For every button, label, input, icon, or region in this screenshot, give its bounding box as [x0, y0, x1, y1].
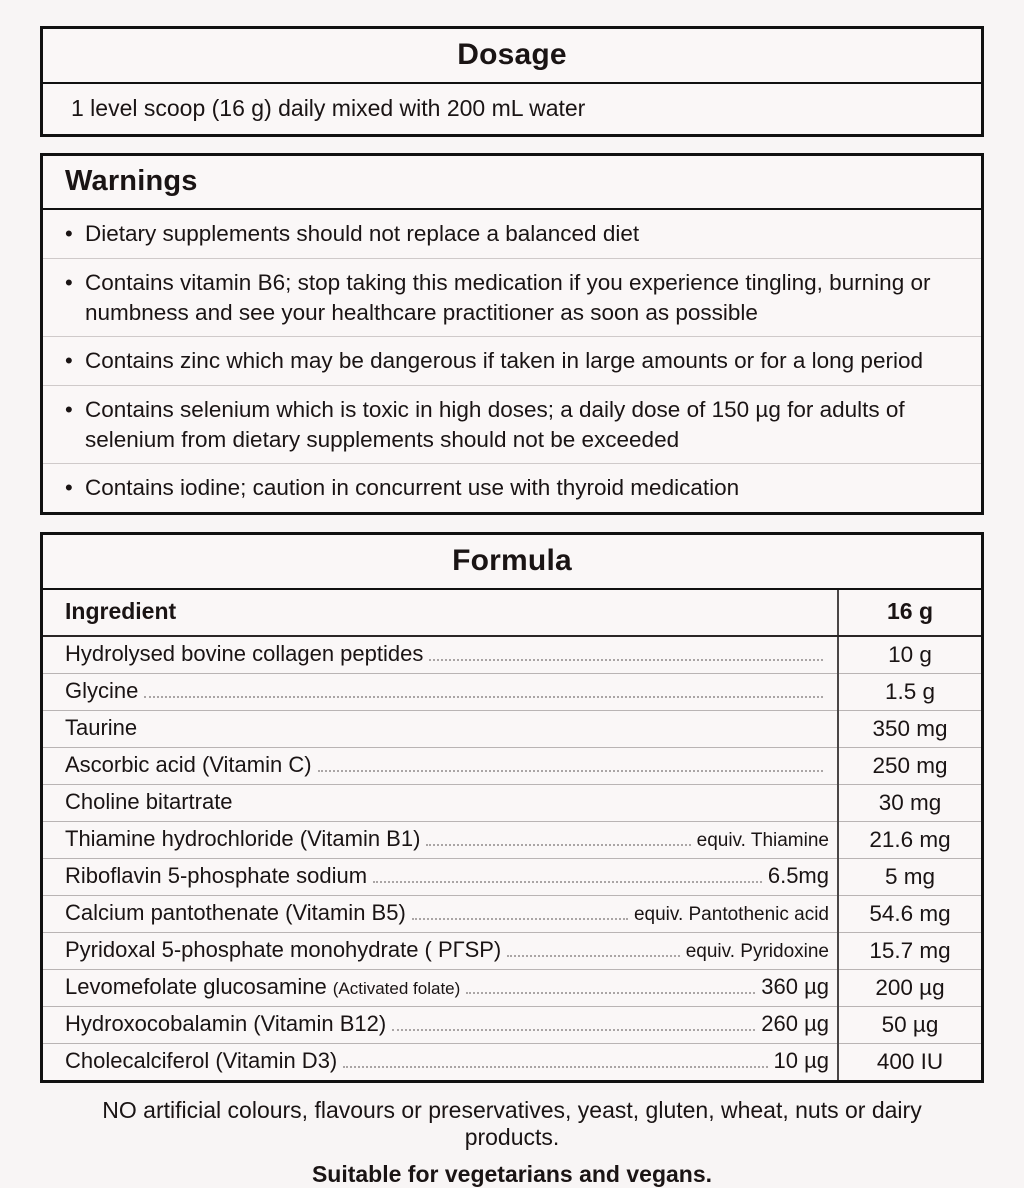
ingredient-cell [43, 673, 838, 710]
table-row [43, 858, 981, 895]
warning-text: Contains vitamin B6; stop taking this medication if you experience tingling, burning or numbness and see your healthcare practitioner as soon as possible [85, 269, 931, 325]
warning-text: Dietary supplements should not replace a balanced diet [85, 221, 640, 247]
ingredient-name: Glycine [65, 678, 139, 703]
table-row [43, 636, 981, 674]
warning-item [43, 464, 981, 512]
table-row [43, 821, 981, 858]
ingredient-name: Hydroxocobalamin (Vitamin B12) [65, 1011, 387, 1036]
dosage-title: Dosage [43, 29, 981, 84]
ingredient-note: (Activated folate) [332, 979, 461, 998]
column-header-ingredient: Ingredient [43, 590, 838, 636]
leader-dots [343, 1066, 767, 1068]
warning-item [43, 259, 981, 337]
amount-cell: 10 g [838, 636, 981, 674]
dosage-panel [40, 26, 984, 137]
ingredient-cell [43, 895, 838, 932]
ingredient-equivalent: 10 µg [773, 1048, 829, 1073]
ingredient-cell [43, 969, 838, 1006]
ingredient-equivalent: 6.5mg [767, 863, 829, 888]
leader-dots [318, 770, 823, 772]
leader-dots [426, 844, 690, 846]
ingredient-name: Thiamine hydrochloride (Vitamin B1) [65, 825, 421, 851]
ingredient-name: Riboflavin 5-phosphate sodium [65, 863, 368, 888]
ingredient-name: Ascorbic acid (Vitamin C) [65, 752, 312, 777]
leader-dots [507, 955, 679, 957]
warning-item [43, 386, 981, 464]
warning-text: Contains zinc which may be dangerous if taken in large amounts or for a long period [85, 348, 923, 374]
leader-dots [392, 1029, 755, 1031]
dosage-instruction-text: 1 level scoop (16 g) daily mixed with 200 mL water [71, 95, 586, 121]
ingredient-cell [43, 636, 838, 674]
leader-dots [412, 918, 628, 920]
formula-table [43, 590, 981, 1080]
warnings-panel [40, 153, 984, 515]
leader-dots [466, 992, 755, 994]
amount-cell: 54.6 mg [838, 895, 981, 932]
ingredient-equivalent: equiv. Pyridoxine [685, 940, 829, 962]
ingredient-cell [43, 821, 838, 858]
bullet-icon: • [65, 348, 73, 374]
ingredient-name: Pyridoxal 5-phosphate monohydrate ( PГSP) [65, 936, 502, 962]
ingredient-cell [43, 1006, 838, 1043]
amount-cell: 5 mg [838, 858, 981, 895]
ingredient-cell [43, 710, 838, 747]
leader-dots [373, 881, 762, 883]
table-row [43, 895, 981, 932]
warning-text: Contains iodine; caution in concurrent use with thyroid medication [85, 475, 740, 501]
ingredient-cell [43, 784, 838, 821]
ingredient-name: Levomefolate glucosamine [65, 974, 327, 999]
table-row [43, 932, 981, 969]
amount-cell: 50 µg [838, 1006, 981, 1043]
ingredient-equivalent: equiv. Pantothenic acid [633, 903, 829, 925]
amount-cell: 1.5 g [838, 673, 981, 710]
ingredient-name: Taurine [65, 715, 138, 740]
formula-title: Formula [43, 535, 981, 590]
ingredient-name: Cholecalciferol (Vitamin D3) [65, 1048, 338, 1073]
warning-text: Contains selenium which is toxic in high doses; a daily dose of 150 µg for adults of selenium from dietary supplements should not be exceeded [85, 397, 905, 452]
table-row [43, 784, 981, 821]
amount-cell: 30 mg [838, 784, 981, 821]
ingredient-cell [43, 747, 838, 784]
bullet-icon: • [65, 475, 73, 501]
footer-notes [40, 1097, 984, 1188]
ingredient-equivalent: equiv. Thiamine [696, 829, 829, 851]
warning-item [43, 337, 981, 386]
table-row [43, 673, 981, 710]
amount-cell: 15.7 mg [838, 932, 981, 969]
bullet-icon: • [65, 221, 73, 247]
footer-suitability-text: Suitable for vegetarians and vegans. [311, 1160, 713, 1187]
ingredient-name: Calcium pantothenate (Vitamin B5) [65, 899, 406, 925]
table-row [43, 1006, 981, 1043]
formula-panel [40, 532, 984, 1083]
leader-dots [144, 696, 823, 698]
amount-cell: 350 mg [838, 710, 981, 747]
bullet-icon: • [65, 269, 73, 295]
table-row [43, 710, 981, 747]
leader-dots [429, 659, 823, 661]
amount-cell: 250 mg [838, 747, 981, 784]
ingredient-cell [43, 932, 838, 969]
ingredient-equivalent: 260 µg [761, 1011, 829, 1036]
table-row [43, 1043, 981, 1080]
ingredient-cell [43, 1043, 838, 1080]
warnings-title: Warnings [43, 156, 981, 210]
amount-cell: 200 µg [838, 969, 981, 1006]
amount-cell: 400 IU [838, 1043, 981, 1080]
table-row [43, 747, 981, 784]
footer-free-from-text: NO artificial colours, flavours or preservatives, yeast, gluten, wheat, nuts or dairy products. [102, 1096, 922, 1151]
formula-header-row [43, 590, 981, 636]
warning-item [43, 210, 981, 259]
warnings-list [43, 210, 981, 512]
column-header-amount: 16 g [838, 590, 981, 636]
bullet-icon: • [65, 397, 73, 423]
ingredient-name: Choline bitartrate [65, 789, 233, 814]
ingredient-equivalent: 360 µg [761, 974, 829, 999]
amount-cell: 21.6 mg [838, 821, 981, 858]
table-row [43, 969, 981, 1006]
ingredient-cell [43, 858, 838, 895]
ingredient-name: Hydrolysed bovine collagen peptides [65, 641, 424, 666]
